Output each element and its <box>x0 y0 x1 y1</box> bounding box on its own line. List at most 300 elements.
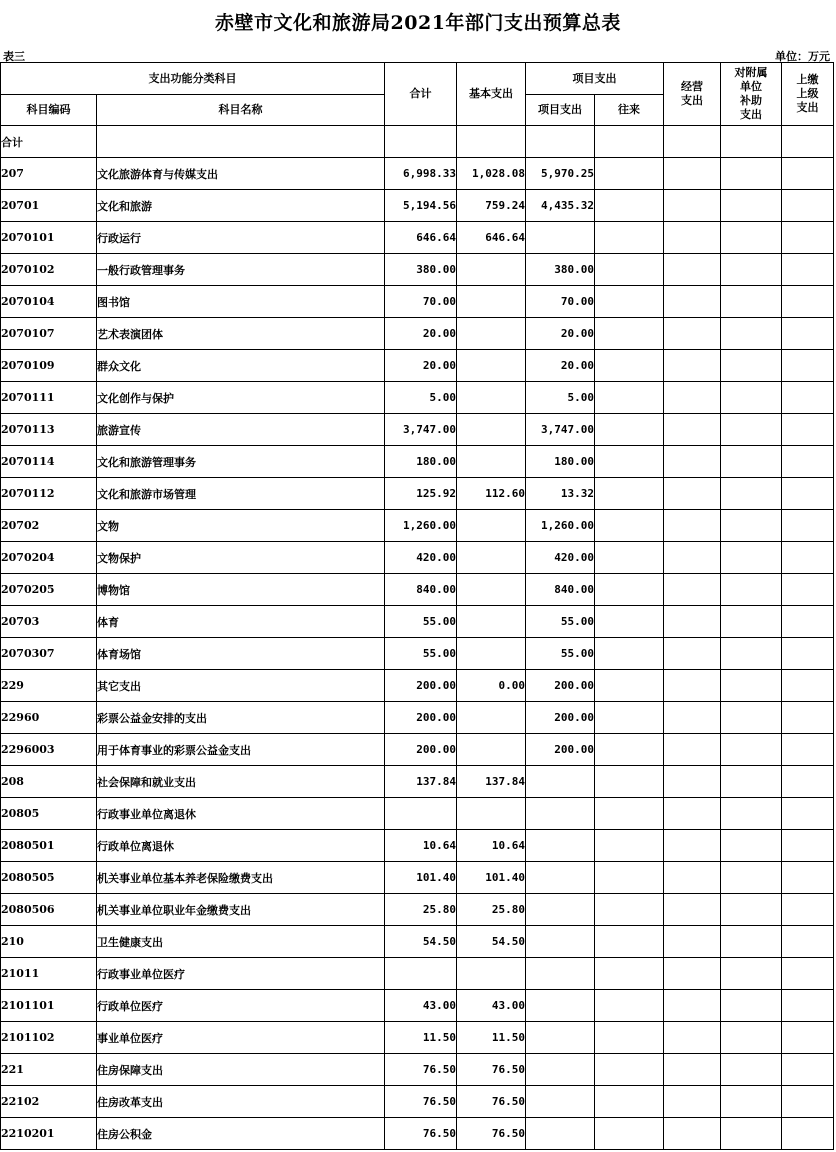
cell-project <box>526 798 595 830</box>
cell-basic <box>457 510 526 542</box>
cell-total: 70.00 <box>385 286 457 318</box>
cell-transfer <box>595 510 664 542</box>
cell-project: 5,970.25 <box>526 158 595 190</box>
table-row <box>1 382 834 414</box>
cell-total: 137.84 <box>385 766 457 798</box>
cell-code: 229 <box>1 670 97 702</box>
cell-total: 840.00 <box>385 574 457 606</box>
cell-project: 200.00 <box>526 702 595 734</box>
cell-operating <box>664 158 721 190</box>
cell-upper <box>782 926 834 958</box>
cell-transfer <box>595 1118 664 1150</box>
cell-subsidy <box>721 926 782 958</box>
cell-name: 文物 <box>97 510 385 542</box>
cell-subsidy <box>721 158 782 190</box>
cell-transfer <box>595 446 664 478</box>
cell-transfer <box>595 862 664 894</box>
header-operating: 经营 支出 <box>664 63 721 126</box>
cell-name: 卫生健康支出 <box>97 926 385 958</box>
table-row <box>1 862 834 894</box>
cell-project <box>526 990 595 1022</box>
cell-operating <box>664 286 721 318</box>
cell-transfer <box>595 830 664 862</box>
cell-operating <box>664 894 721 926</box>
cell-name: 彩票公益金安排的支出 <box>97 702 385 734</box>
cell-subsidy <box>721 382 782 414</box>
cell-subsidy <box>721 990 782 1022</box>
table-row <box>1 542 834 574</box>
cell-upper <box>782 414 834 446</box>
cell-basic <box>457 958 526 990</box>
cell-subsidy <box>721 1054 782 1086</box>
cell-name: 文化和旅游市场管理 <box>97 478 385 510</box>
cell-transfer <box>595 670 664 702</box>
cell-upper <box>782 318 834 350</box>
cell-name: 艺术表演团体 <box>97 318 385 350</box>
cell-code: 20701 <box>1 190 97 222</box>
cell-basic <box>457 734 526 766</box>
table-row <box>1 350 834 382</box>
cell-operating <box>664 190 721 222</box>
cell-code: 2070104 <box>1 286 97 318</box>
cell-operating <box>664 702 721 734</box>
table-row <box>1 702 834 734</box>
cell-total: 76.50 <box>385 1118 457 1150</box>
cell-transfer <box>595 382 664 414</box>
header-code: 科目编码 <box>1 95 97 126</box>
cell-subsidy <box>721 510 782 542</box>
cell-project: 13.32 <box>526 478 595 510</box>
cell-upper <box>782 350 834 382</box>
cell-code: 22102 <box>1 1086 97 1118</box>
cell-code: 21011 <box>1 958 97 990</box>
cell-project <box>526 862 595 894</box>
cell-upper <box>782 862 834 894</box>
cell-project: 20.00 <box>526 350 595 382</box>
cell-basic: 25.80 <box>457 894 526 926</box>
cell-operating <box>664 606 721 638</box>
cell-project: 55.00 <box>526 606 595 638</box>
cell-total: 3,747.00 <box>385 414 457 446</box>
cell-upper <box>782 702 834 734</box>
cell-code: 2070112 <box>1 478 97 510</box>
cell-name: 图书馆 <box>97 286 385 318</box>
cell-upper <box>782 286 834 318</box>
cell-operating <box>664 1054 721 1086</box>
cell-project <box>526 1086 595 1118</box>
cell-project: 380.00 <box>526 254 595 286</box>
cell-transfer <box>595 990 664 1022</box>
budget-table <box>0 62 834 1150</box>
cell-basic: 137.84 <box>457 766 526 798</box>
cell-name: 行政事业单位离退休 <box>97 798 385 830</box>
cell-project: 3,747.00 <box>526 414 595 446</box>
cell-total: 180.00 <box>385 446 457 478</box>
cell-upper <box>782 894 834 926</box>
table-row <box>1 478 834 510</box>
cell-operating <box>664 990 721 1022</box>
header-project-group: 项目支出 <box>526 63 664 95</box>
cell-upper <box>782 990 834 1022</box>
table-label: 表三 <box>3 50 25 63</box>
cell-upper <box>782 478 834 510</box>
page-title: 赤壁市文化和旅游局2021年部门支出预算总表 <box>215 12 621 34</box>
cell-project: 70.00 <box>526 286 595 318</box>
cell-operating <box>664 542 721 574</box>
cell-name: 博物馆 <box>97 574 385 606</box>
cell-subsidy <box>721 350 782 382</box>
cell-subsidy <box>721 798 782 830</box>
cell-upper <box>782 542 834 574</box>
cell-transfer <box>595 926 664 958</box>
cell-code: 2070109 <box>1 350 97 382</box>
cell-basic: 0.00 <box>457 670 526 702</box>
table-row <box>1 766 834 798</box>
cell-upper <box>782 254 834 286</box>
table-row <box>1 318 834 350</box>
cell-project <box>526 1118 595 1150</box>
cell-basic <box>457 606 526 638</box>
cell-operating <box>664 414 721 446</box>
cell-subsidy <box>721 286 782 318</box>
cell-code: 2070107 <box>1 318 97 350</box>
cell-name: 文物保护 <box>97 542 385 574</box>
cell-basic: 76.50 <box>457 1054 526 1086</box>
cell-basic <box>457 350 526 382</box>
cell-transfer <box>595 254 664 286</box>
cell-transfer <box>595 606 664 638</box>
cell-project <box>526 1054 595 1086</box>
cell-basic: 11.50 <box>457 1022 526 1054</box>
table-row <box>1 926 834 958</box>
table-row <box>1 990 834 1022</box>
cell-total: 76.50 <box>385 1054 457 1086</box>
cell-transfer <box>595 702 664 734</box>
cell-total: 380.00 <box>385 254 457 286</box>
cell-project: 4,435.32 <box>526 190 595 222</box>
header-name: 科目名称 <box>97 95 385 126</box>
cell-project: 5.00 <box>526 382 595 414</box>
table-row <box>1 254 834 286</box>
table-row <box>1 1086 834 1118</box>
table-row <box>1 606 834 638</box>
cell-subsidy <box>721 862 782 894</box>
cell-subsidy <box>721 574 782 606</box>
cell-upper <box>782 1054 834 1086</box>
cell-transfer <box>595 766 664 798</box>
cell-subsidy <box>721 734 782 766</box>
cell-total: 420.00 <box>385 542 457 574</box>
cell-transfer <box>595 222 664 254</box>
cell-upper <box>782 190 834 222</box>
cell-name: 群众文化 <box>97 350 385 382</box>
table-row <box>1 1022 834 1054</box>
cell-subsidy <box>721 1022 782 1054</box>
cell-code: 2101101 <box>1 990 97 1022</box>
cell-subsidy <box>721 414 782 446</box>
cell-subsidy <box>721 446 782 478</box>
cell-total: 54.50 <box>385 926 457 958</box>
header-upper: 上缴 上级 支出 <box>782 63 834 126</box>
cell-upper <box>782 1118 834 1150</box>
cell-upper <box>782 382 834 414</box>
cell-subsidy <box>721 958 782 990</box>
cell-upper <box>782 798 834 830</box>
cell-upper <box>782 1086 834 1118</box>
cell-subsidy <box>721 702 782 734</box>
cell-subsidy <box>721 478 782 510</box>
cell-operating <box>664 638 721 670</box>
cell-basic: 54.50 <box>457 926 526 958</box>
cell-total: 25.80 <box>385 894 457 926</box>
cell-basic <box>457 254 526 286</box>
cell-upper <box>782 670 834 702</box>
cell-basic: 10.64 <box>457 830 526 862</box>
cell-subsidy <box>721 766 782 798</box>
cell-name: 行政运行 <box>97 222 385 254</box>
total-row <box>1 126 834 158</box>
total-row-label: 合计 <box>1 126 97 158</box>
cell-operating <box>664 222 721 254</box>
cell-transfer <box>595 542 664 574</box>
cell-code: 20805 <box>1 798 97 830</box>
cell-basic <box>457 318 526 350</box>
cell-name: 文化和旅游管理事务 <box>97 446 385 478</box>
cell-total <box>385 958 457 990</box>
cell-upper <box>782 766 834 798</box>
table-row <box>1 1118 834 1150</box>
cell-subsidy <box>721 1086 782 1118</box>
cell-basic <box>457 574 526 606</box>
cell-total: 10.64 <box>385 830 457 862</box>
cell-project: 1,260.00 <box>526 510 595 542</box>
cell-upper <box>782 510 834 542</box>
cell-code: 2070307 <box>1 638 97 670</box>
cell-transfer <box>595 638 664 670</box>
header-basic: 基本支出 <box>457 63 526 126</box>
cell-subsidy <box>721 542 782 574</box>
cell-operating <box>664 798 721 830</box>
cell-subsidy <box>721 670 782 702</box>
cell-code: 2070111 <box>1 382 97 414</box>
header-subsidy: 对附属 单位 补助 支出 <box>721 63 782 126</box>
cell-operating <box>664 318 721 350</box>
cell-project <box>526 894 595 926</box>
cell-total: 5.00 <box>385 382 457 414</box>
cell-total: 200.00 <box>385 702 457 734</box>
cell-project: 200.00 <box>526 670 595 702</box>
cell-total: 76.50 <box>385 1086 457 1118</box>
cell-basic: 43.00 <box>457 990 526 1022</box>
cell-total: 6,998.33 <box>385 158 457 190</box>
cell-project <box>526 766 595 798</box>
cell-upper <box>782 830 834 862</box>
cell-operating <box>664 862 721 894</box>
cell-operating <box>664 958 721 990</box>
cell-operating <box>664 574 721 606</box>
cell-subsidy <box>721 1118 782 1150</box>
header-total: 合计 <box>385 63 457 126</box>
cell-basic: 112.60 <box>457 478 526 510</box>
cell-basic <box>457 286 526 318</box>
cell-code: 20703 <box>1 606 97 638</box>
cell-subsidy <box>721 894 782 926</box>
cell-code: 221 <box>1 1054 97 1086</box>
cell-name: 行政单位医疗 <box>97 990 385 1022</box>
cell-upper <box>782 606 834 638</box>
cell-transfer <box>595 286 664 318</box>
cell-subsidy <box>721 222 782 254</box>
cell-transfer <box>595 958 664 990</box>
cell-name: 机关事业单位基本养老保险缴费支出 <box>97 862 385 894</box>
cell-subsidy <box>721 190 782 222</box>
cell-total: 43.00 <box>385 990 457 1022</box>
cell-name: 体育场馆 <box>97 638 385 670</box>
table-row <box>1 190 834 222</box>
cell-basic <box>457 798 526 830</box>
cell-total <box>385 798 457 830</box>
cell-basic <box>457 542 526 574</box>
cell-transfer <box>595 350 664 382</box>
cell-code: 22960 <box>1 702 97 734</box>
cell-transfer <box>595 1054 664 1086</box>
cell-basic: 759.24 <box>457 190 526 222</box>
cell-operating <box>664 926 721 958</box>
table-row <box>1 510 834 542</box>
cell-project <box>526 222 595 254</box>
cell-code: 2070114 <box>1 446 97 478</box>
table-row <box>1 830 834 862</box>
cell-code: 2070102 <box>1 254 97 286</box>
cell-basic: 76.50 <box>457 1118 526 1150</box>
cell-transfer <box>595 158 664 190</box>
table-row <box>1 446 834 478</box>
cell-code: 210 <box>1 926 97 958</box>
cell-name: 旅游宣传 <box>97 414 385 446</box>
cell-transfer <box>595 478 664 510</box>
cell-basic: 101.40 <box>457 862 526 894</box>
cell-operating <box>664 734 721 766</box>
table-row <box>1 670 834 702</box>
cell-name: 住房公积金 <box>97 1118 385 1150</box>
cell-upper <box>782 222 834 254</box>
cell-code: 2296003 <box>1 734 97 766</box>
cell-subsidy <box>721 254 782 286</box>
cell-name: 住房改革支出 <box>97 1086 385 1118</box>
cell-code: 2101102 <box>1 1022 97 1054</box>
cell-code: 20702 <box>1 510 97 542</box>
cell-code: 2080505 <box>1 862 97 894</box>
table-row <box>1 798 834 830</box>
cell-project <box>526 830 595 862</box>
cell-total: 1,260.00 <box>385 510 457 542</box>
cell-basic <box>457 414 526 446</box>
cell-code: 208 <box>1 766 97 798</box>
cell-name: 事业单位医疗 <box>97 1022 385 1054</box>
cell-total: 646.64 <box>385 222 457 254</box>
cell-name: 其它支出 <box>97 670 385 702</box>
cell-upper <box>782 734 834 766</box>
cell-basic: 1,028.08 <box>457 158 526 190</box>
cell-transfer <box>595 894 664 926</box>
table-row <box>1 958 834 990</box>
cell-basic: 646.64 <box>457 222 526 254</box>
cell-operating <box>664 446 721 478</box>
cell-code: 2210201 <box>1 1118 97 1150</box>
cell-name: 一般行政管理事务 <box>97 254 385 286</box>
cell-code: 2080506 <box>1 894 97 926</box>
table-row <box>1 286 834 318</box>
cell-project: 180.00 <box>526 446 595 478</box>
cell-project: 420.00 <box>526 542 595 574</box>
cell-operating <box>664 1086 721 1118</box>
cell-operating <box>664 350 721 382</box>
cell-basic <box>457 638 526 670</box>
cell-basic <box>457 702 526 734</box>
cell-upper <box>782 446 834 478</box>
cell-basic <box>457 446 526 478</box>
table-row <box>1 158 834 190</box>
unit-label: 单位：万元 <box>775 50 830 63</box>
header-category-group: 支出功能分类科目 <box>1 63 385 95</box>
cell-upper <box>782 1022 834 1054</box>
cell-subsidy <box>721 318 782 350</box>
cell-total: 5,194.56 <box>385 190 457 222</box>
cell-project <box>526 926 595 958</box>
cell-project <box>526 1022 595 1054</box>
cell-code: 2070205 <box>1 574 97 606</box>
cell-subsidy <box>721 638 782 670</box>
cell-total: 200.00 <box>385 734 457 766</box>
cell-transfer <box>595 1022 664 1054</box>
cell-transfer <box>595 574 664 606</box>
cell-total: 20.00 <box>385 318 457 350</box>
cell-subsidy <box>721 830 782 862</box>
header-transfer: 往来 <box>595 95 664 126</box>
table-row <box>1 734 834 766</box>
table-row <box>1 1054 834 1086</box>
cell-total: 11.50 <box>385 1022 457 1054</box>
cell-total: 20.00 <box>385 350 457 382</box>
cell-upper <box>782 958 834 990</box>
cell-total: 55.00 <box>385 638 457 670</box>
cell-project: 200.00 <box>526 734 595 766</box>
cell-transfer <box>595 798 664 830</box>
cell-transfer <box>595 414 664 446</box>
cell-code: 207 <box>1 158 97 190</box>
cell-name: 行政单位离退休 <box>97 830 385 862</box>
cell-transfer <box>595 1086 664 1118</box>
cell-project: 20.00 <box>526 318 595 350</box>
cell-project: 55.00 <box>526 638 595 670</box>
cell-code: 2070101 <box>1 222 97 254</box>
cell-subsidy <box>721 606 782 638</box>
cell-project: 840.00 <box>526 574 595 606</box>
cell-name: 文化旅游体育与传媒支出 <box>97 158 385 190</box>
cell-transfer <box>595 318 664 350</box>
cell-name: 社会保障和就业支出 <box>97 766 385 798</box>
cell-operating <box>664 382 721 414</box>
cell-total: 55.00 <box>385 606 457 638</box>
table-row <box>1 574 834 606</box>
cell-name: 文化和旅游 <box>97 190 385 222</box>
cell-operating <box>664 1118 721 1150</box>
table-row <box>1 414 834 446</box>
cell-upper <box>782 638 834 670</box>
cell-code: 2080501 <box>1 830 97 862</box>
cell-operating <box>664 478 721 510</box>
cell-upper <box>782 574 834 606</box>
